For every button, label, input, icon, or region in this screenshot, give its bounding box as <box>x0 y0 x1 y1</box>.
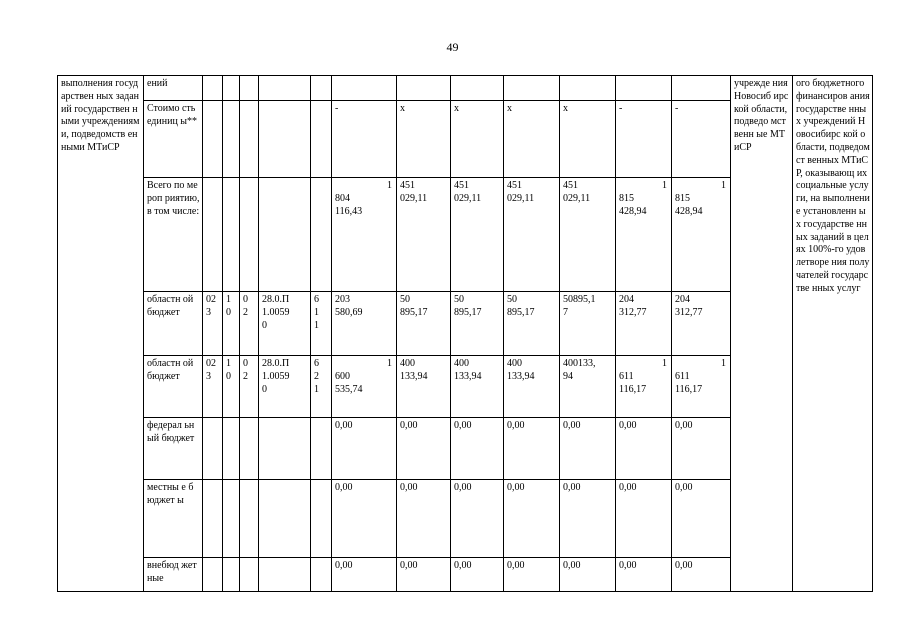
value-cell <box>560 178 616 292</box>
value-text: - <box>335 103 339 114</box>
value-cell <box>504 178 560 292</box>
value-text: 0,00 <box>675 420 693 431</box>
code-pr <box>240 101 259 178</box>
value-cell <box>332 418 397 480</box>
code-pr <box>240 418 259 480</box>
row-label: областн ой бюджет <box>144 292 203 356</box>
value-cell <box>616 480 672 558</box>
value-text: 0,00 <box>335 560 353 571</box>
value-cell <box>616 292 672 356</box>
row-label: внебюд жетные <box>144 558 203 592</box>
value-text: 0,00 <box>454 482 472 493</box>
code-rz <box>223 101 240 178</box>
code-grbs <box>203 292 223 356</box>
expected-result-cell: ого бюджетного финансиров ания государстве нных учреждений Новосибирс кой области, подведомст венных МТиСР, оказывающ их социальные услуги, на выполнение установленн ых государстве нных заданий в целях 100%-го удовлетворе ния получателей государстве нных услуг <box>793 76 873 592</box>
code-vr <box>311 558 332 592</box>
value-text: x <box>507 103 512 114</box>
value-cell <box>451 558 504 592</box>
code-rz <box>223 558 240 592</box>
code-value: 6 1 1 <box>314 294 319 331</box>
code-value: 02 3 <box>206 358 216 382</box>
value-cell <box>672 101 731 178</box>
row-label: ений <box>144 76 203 101</box>
value-cell <box>504 480 560 558</box>
value-cell <box>672 418 731 480</box>
code-vr <box>311 418 332 480</box>
code-grbs <box>203 76 223 101</box>
value-cell <box>504 101 560 178</box>
value-top: 1 <box>662 358 667 369</box>
value-bottom: 50 895,17 <box>400 294 428 318</box>
code-csr <box>259 558 311 592</box>
value-cell <box>397 418 451 480</box>
value-cell <box>332 101 397 178</box>
value-text: - <box>675 103 679 114</box>
value-bottom: 50 895,17 <box>454 294 482 318</box>
code-csr <box>259 292 311 356</box>
budget-table <box>57 75 873 592</box>
code-value: 1 0 <box>226 358 231 382</box>
code-grbs <box>203 480 223 558</box>
code-value: 1 0 <box>226 294 231 318</box>
value-cell <box>672 178 731 292</box>
value-top: 1 <box>387 180 392 191</box>
code-value: 6 2 1 <box>314 358 319 395</box>
code-value: 28.0.П 1.0059 0 <box>262 358 290 395</box>
code-rz <box>223 356 240 418</box>
value-cell <box>397 178 451 292</box>
code-vr <box>311 178 332 292</box>
row-label: Стоимо сть единиц ы** <box>144 101 203 178</box>
value-text: 0,00 <box>619 560 637 571</box>
code-rz <box>223 480 240 558</box>
value-text: 0,00 <box>400 420 418 431</box>
value-cell <box>504 418 560 480</box>
value-bottom: 451 029,11 <box>454 180 482 204</box>
value-cell <box>332 178 397 292</box>
value-cell <box>560 418 616 480</box>
code-value: 28.0.П 1.0059 0 <box>262 294 290 331</box>
value-bottom: 451 029,11 <box>507 180 535 204</box>
code-vr <box>311 76 332 101</box>
value-bottom: 611 116,17 <box>619 370 647 395</box>
value-cell <box>332 76 397 101</box>
code-value: 0 2 <box>243 294 248 318</box>
value-cell <box>672 356 731 418</box>
value-text: 0,00 <box>454 420 472 431</box>
value-text: 0,00 <box>563 482 581 493</box>
value-text: 0,00 <box>563 560 581 571</box>
value-text: 0,00 <box>563 420 581 431</box>
value-cell <box>616 558 672 592</box>
code-value: 02 3 <box>206 294 216 318</box>
value-cell <box>451 480 504 558</box>
value-cell <box>332 480 397 558</box>
task-name-cell: выполнения государствен ных заданий государствен ными учреждениям и, подведомств енными МТиСР <box>58 76 144 592</box>
value-cell <box>397 292 451 356</box>
value-cell <box>560 76 616 101</box>
value-cell <box>560 292 616 356</box>
value-cell <box>672 292 731 356</box>
value-bottom: 451 029,11 <box>400 180 428 204</box>
code-vr <box>311 356 332 418</box>
value-cell <box>672 558 731 592</box>
value-top: 400133, 94 <box>563 358 596 382</box>
code-csr <box>259 356 311 418</box>
value-cell <box>397 558 451 592</box>
value-top: 1 <box>662 180 667 191</box>
value-bottom: 204 312,77 <box>619 294 647 318</box>
code-pr <box>240 178 259 292</box>
value-text: - <box>619 103 623 114</box>
value-cell <box>616 76 672 101</box>
value-cell <box>451 292 504 356</box>
code-vr <box>311 480 332 558</box>
value-text: 0,00 <box>675 482 693 493</box>
code-rz <box>223 292 240 356</box>
value-cell <box>560 558 616 592</box>
value-text: x <box>400 103 405 114</box>
value-text: 0,00 <box>619 420 637 431</box>
row-label: федерал ьный бюджет <box>144 418 203 480</box>
code-csr <box>259 418 311 480</box>
value-text: 0,00 <box>454 560 472 571</box>
value-text: 0,00 <box>335 482 353 493</box>
value-bottom: 804 116,43 <box>335 192 363 217</box>
code-vr <box>311 292 332 356</box>
value-text: 0,00 <box>507 482 525 493</box>
code-csr <box>259 480 311 558</box>
value-bottom: 611 116,17 <box>675 370 703 395</box>
row-label: областн ой бюджет <box>144 356 203 418</box>
value-bottom: 815 428,94 <box>619 192 647 217</box>
executor-cell: учрежде ния Новосиб ирской области, подведо мственн ые МТиСР <box>731 76 793 592</box>
value-bottom: 400 133,94 <box>400 358 428 382</box>
value-text: 0,00 <box>507 420 525 431</box>
code-grbs <box>203 178 223 292</box>
value-text: 0,00 <box>400 482 418 493</box>
value-cell <box>451 418 504 480</box>
value-text: x <box>454 103 459 114</box>
code-pr <box>240 76 259 101</box>
code-rz <box>223 178 240 292</box>
table-row <box>58 76 873 101</box>
value-cell <box>672 480 731 558</box>
code-grbs <box>203 418 223 480</box>
value-cell <box>332 356 397 418</box>
code-grbs <box>203 558 223 592</box>
value-cell <box>397 356 451 418</box>
page-number: 49 <box>446 40 459 54</box>
value-cell <box>504 558 560 592</box>
row-label: Всего по мероп риятию, в том числе: <box>144 178 203 292</box>
value-cell <box>672 76 731 101</box>
value-bottom: 600 535,74 <box>335 370 363 395</box>
code-grbs <box>203 356 223 418</box>
value-cell <box>616 418 672 480</box>
value-bottom: 203 580,69 <box>335 294 363 318</box>
code-pr <box>240 558 259 592</box>
value-cell <box>332 558 397 592</box>
value-cell <box>397 76 451 101</box>
code-csr <box>259 178 311 292</box>
value-cell <box>397 101 451 178</box>
value-text: x <box>563 103 568 114</box>
value-cell <box>332 292 397 356</box>
value-text: 0,00 <box>619 482 637 493</box>
value-cell <box>616 356 672 418</box>
code-rz <box>223 76 240 101</box>
value-bottom: 400 133,94 <box>507 358 535 382</box>
value-cell <box>504 356 560 418</box>
value-top: 1 <box>387 358 392 369</box>
code-csr <box>259 101 311 178</box>
value-top: 1 <box>721 358 726 369</box>
code-value: 0 2 <box>243 358 248 382</box>
value-text: 0,00 <box>335 420 353 431</box>
value-bottom: 50 895,17 <box>507 294 535 318</box>
value-cell <box>451 76 504 101</box>
value-bottom: 815 428,94 <box>675 192 703 217</box>
value-text: 0,00 <box>507 560 525 571</box>
value-cell <box>451 356 504 418</box>
code-pr <box>240 356 259 418</box>
code-pr <box>240 480 259 558</box>
value-cell <box>616 101 672 178</box>
row-label: местны е бюджет ы <box>144 480 203 558</box>
value-cell <box>397 480 451 558</box>
value-cell <box>616 178 672 292</box>
value-text: 0,00 <box>400 560 418 571</box>
value-text: 0,00 <box>675 560 693 571</box>
value-cell <box>504 76 560 101</box>
value-cell <box>560 356 616 418</box>
code-grbs <box>203 101 223 178</box>
value-cell <box>451 178 504 292</box>
value-top: 1 <box>721 180 726 191</box>
value-cell <box>560 101 616 178</box>
code-rz <box>223 418 240 480</box>
code-vr <box>311 101 332 178</box>
code-csr <box>259 76 311 101</box>
value-bottom: 451 029,11 <box>563 180 591 204</box>
value-cell <box>560 480 616 558</box>
value-cell <box>451 101 504 178</box>
code-pr <box>240 292 259 356</box>
value-bottom: 400 133,94 <box>454 358 482 382</box>
value-top: 50895,1 7 <box>563 294 596 318</box>
value-cell <box>504 292 560 356</box>
value-bottom: 204 312,77 <box>675 294 703 318</box>
